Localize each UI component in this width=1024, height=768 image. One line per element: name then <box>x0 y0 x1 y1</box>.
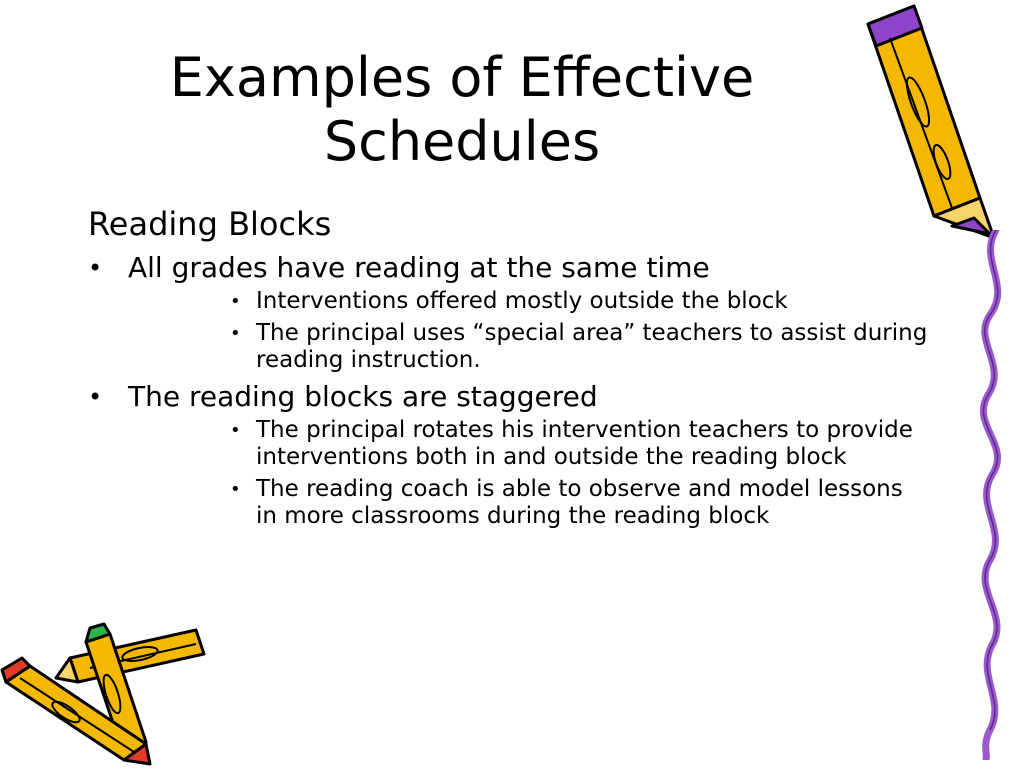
section-heading: Reading Blocks <box>88 205 332 243</box>
sub-bullet-text: The principal rotates his intervention teachers to provide interventions both in and outside the reading block <box>256 417 913 470</box>
slide-title: Examples of Effective Schedules <box>169 46 755 173</box>
sub-bullet-text: The principal uses “special area” teachers to assist during reading instruction. <box>256 320 928 373</box>
bullet-text: All grades have reading at the same time <box>128 251 710 284</box>
sub-bullet-list <box>128 417 928 530</box>
squiggle-border-icon <box>968 230 1024 760</box>
sub-bullet-text: Interventions offered mostly outside the block <box>256 288 788 314</box>
bullet-icon: • <box>230 479 241 500</box>
bullet-item <box>88 250 928 374</box>
bullet-item <box>88 379 928 530</box>
bullet-text: The reading blocks are staggered <box>128 380 598 413</box>
bullet-icon: • <box>230 323 241 344</box>
bullet-list <box>88 250 928 535</box>
sub-bullet-item <box>218 320 928 374</box>
bullet-icon: • <box>230 291 241 312</box>
pencil-clipart-icon <box>860 2 1000 242</box>
bullet-icon: • <box>88 254 103 282</box>
sub-bullet-item <box>218 288 928 315</box>
pencil-cluster-icon <box>0 620 210 766</box>
sub-bullet-text: The reading coach is able to observe and model lessons in more classrooms during the reading block <box>256 476 903 529</box>
sub-bullet-list <box>128 288 928 374</box>
sub-bullet-item <box>218 476 928 530</box>
sub-bullet-item <box>218 417 928 471</box>
bullet-icon: • <box>88 383 103 411</box>
bullet-icon: • <box>230 420 241 441</box>
